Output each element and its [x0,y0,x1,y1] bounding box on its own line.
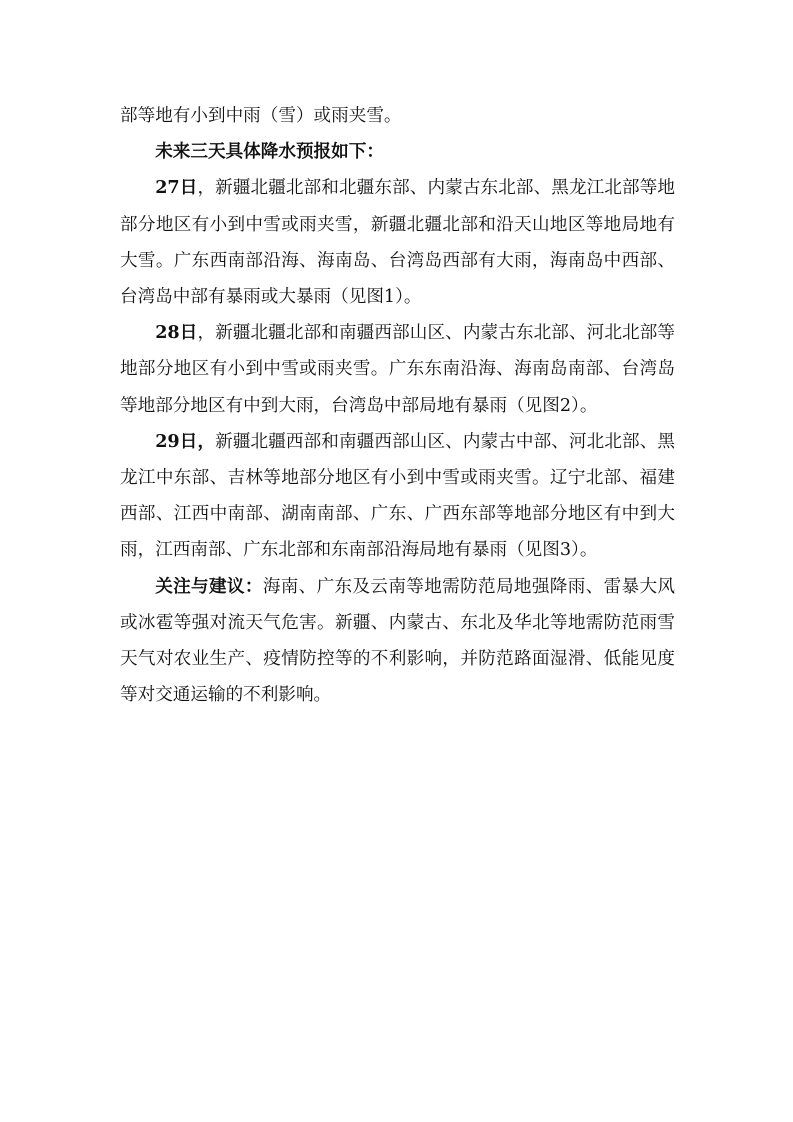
day-28-separator: ， [197,323,216,344]
advice-label: 关注与建议： [155,575,263,597]
day-27-label: 27日 [155,177,198,199]
document-page [120,98,675,713]
day-28-label: 28日 [155,322,198,344]
continuation-text: 部等地有小到中雨（雪）或雨夹雪。 [120,106,402,126]
continuation-paragraph [120,98,675,134]
advice-text: 海南、广东及云南等地需防范局地强降雨、雷暴大风或冰雹等强对流天气危害。新疆、内蒙古、东北及华北等地需防范雨雪天气对农业生产、疫情防控等的不利影响，并防范路面湿滑、低能见度等对交通运输的不利影响。 [120,576,675,706]
day-28-text: 新疆北疆北部和南疆西部山区、内蒙古东北部、河北北部等地部分地区有小到中雪或雨夹雪。广东东南沿海、海南岛南部、台湾岛等地部分地区有中到大雨，台湾岛中部局地有暴雨（见图2）。 [120,323,675,416]
day-29-separator: ， [197,430,216,452]
forecast-heading [120,134,675,170]
day-29-paragraph [120,424,675,569]
day-29-text: 新疆北疆西部和南疆西部山区、内蒙古中部、河北北部、黑龙江中东部、吉林等地部分地区有小到中雪或雨夹雪。辽宁北部、福建西部、江西中南部、湖南南部、广东、广西东部等地部分地区有中到大雨，江西南部、广东北部和东南部沿海局地有暴雨（见图3）。 [120,431,675,561]
day-28-paragraph [120,315,675,424]
day-29-label: 29日 [155,430,198,452]
day-27-paragraph [120,170,675,315]
advice-paragraph [120,569,675,714]
forecast-heading-text: 未来三天具体降水预报如下： [155,141,384,163]
day-27-text: 新疆北疆北部和北疆东部、内蒙古东北部、黑龙江北部等地部分地区有小到中雪或雨夹雪，新疆北疆北部和沿天山地区等地局地有大雪。广东西南部沿海、海南岛、台湾岛西部有大雨，海南岛中西部、台湾岛中部有暴雨或大暴雨（见图1）。 [120,178,675,308]
day-27-separator: ， [197,178,216,199]
